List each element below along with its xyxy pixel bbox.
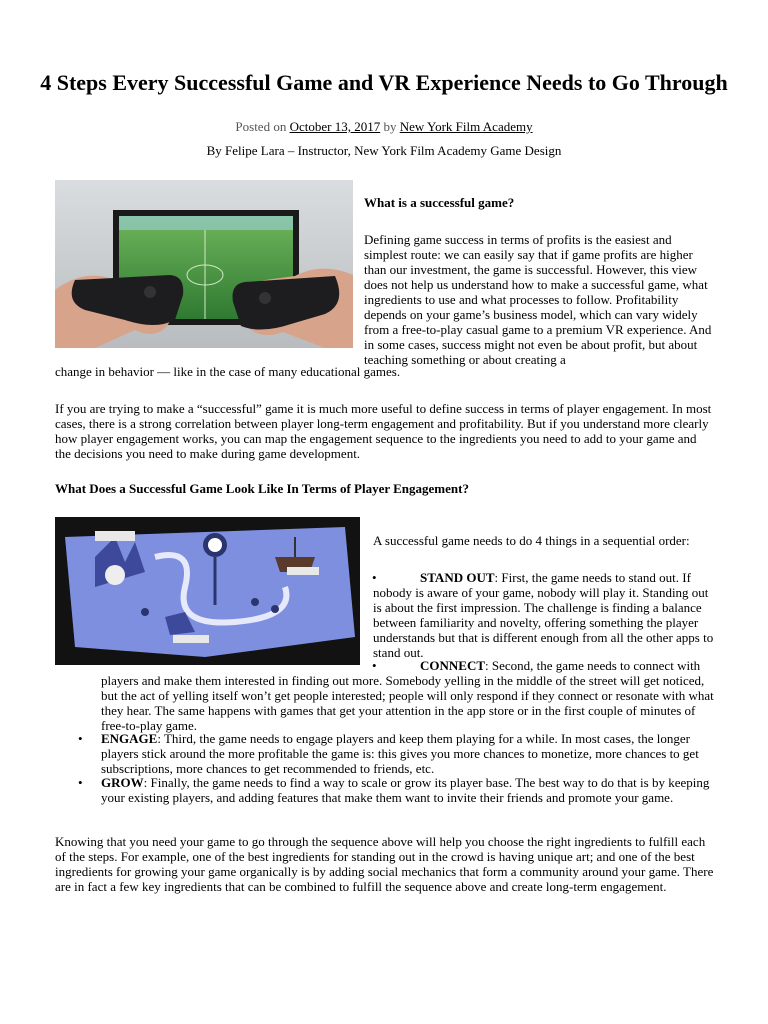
bullet-term: GROW (101, 775, 144, 790)
bullet-stand-out (373, 570, 715, 660)
bullet-marker: • (78, 731, 83, 746)
section1-paragraph-continued: change in behavior — like in the case of many educational games. (55, 364, 401, 379)
controllers-photo (55, 180, 353, 348)
bullet-connect-continued: players and make them interested in finding out more. Somebody yelling in the middle of the street will get noticed, but the act of yelling itself won’t get people interested; people will only respond if they connect or resonate with what they hear. The same happens with games that get your attention in the app store or in the first couple of minutes of free-to-play game. (101, 673, 714, 733)
closing-paragraph: Knowing that you need your game to go through the sequence above will help you choose the right ingredients to fulfill each of the steps. For example, one of the best ingredients for standing out in the crowd is having unique art; and one of the best ingredients for growing your game organically is by adding social mechanics that form a community around your game. There are in fact a few key ingredients that can be combined to fulfill the sequence above and create long-term engagement. (55, 834, 714, 894)
bullet-term: ENGAGE (101, 731, 158, 746)
engagement-map-illustration (55, 517, 360, 665)
post-date-link[interactable]: October 13, 2017 (289, 119, 381, 134)
bullet-term: STAND OUT (420, 570, 495, 585)
by-label: by (383, 119, 397, 134)
author-link[interactable]: New York Film Academy (399, 119, 533, 134)
bullet-term: CONNECT (420, 658, 486, 673)
section2-heading: What Does a Successful Game Look Like In Terms of Player Engagement? (55, 481, 469, 496)
byline: By Felipe Lara – Instructor, New York Film Academy Game Design (206, 143, 562, 158)
bullet-text: : Finally, the game needs to find a way to scale or grow its player base. The best way to do that is by keeping your existing players, and adding features that make them want to invite their friends and promote your game. (101, 775, 710, 805)
bullet-text: : Third, the game needs to engage players and keep them playing for a while. In most cases, the longer players stick around the more profitable the game is: this gives you more chances to monetize, more chances to get subscriptions, more chances to get recommended to friends, etc. (101, 731, 699, 776)
bullet-marker: • (372, 570, 377, 585)
section1-paragraph2: If you are trying to make a “successful” game it is much more useful to define success in terms of player engagement. In most cases, there is a strong correlation between player long-term engagement and profitability. But if you understand more clearly how player engagement works, you can map the engagement sequence to the ingredients you need to add to your game and the decisions you need to make during game development. (55, 401, 712, 461)
section1-heading: What is a successful game? (364, 195, 515, 210)
bullet-marker: • (78, 775, 83, 790)
bullet-marker: • (372, 658, 377, 673)
post-meta (0, 119, 768, 135)
section1-paragraph: Defining game success in terms of profits is the easiest and simplest route: we can easily say that if game profits are higher than our investment, the game is successful. However, this view does not help us understand how to make a successful game, what ingredients to use and what processes to follow. Profitability depends on your game’s business model, which can vary widely from a free-to-play casual game to a premium VR experience. And in some cases, success might not even be about profit, but about teaching something or about creating a (364, 232, 712, 367)
bullet-text: : Second, the game needs to connect with (485, 658, 701, 673)
posted-on-label: Posted on (235, 119, 287, 134)
bullet-engage (101, 731, 716, 776)
article-title: 4 Steps Every Successful Game and VR Experience Needs to Go Through (40, 70, 728, 95)
bullet-text: : First, the game needs to stand out. If nobody is aware of your game, nobody will play it. Standing out is about the first impression. The challenge is finding a balance between familiarity and novelty, offering something the player understands but that is different enough from all the other apps to stand out. (373, 570, 714, 660)
bullet-connect (420, 658, 720, 673)
section2-intro: A successful game needs to do 4 things in a sequential order: (373, 533, 690, 548)
bullet-grow (101, 775, 716, 805)
